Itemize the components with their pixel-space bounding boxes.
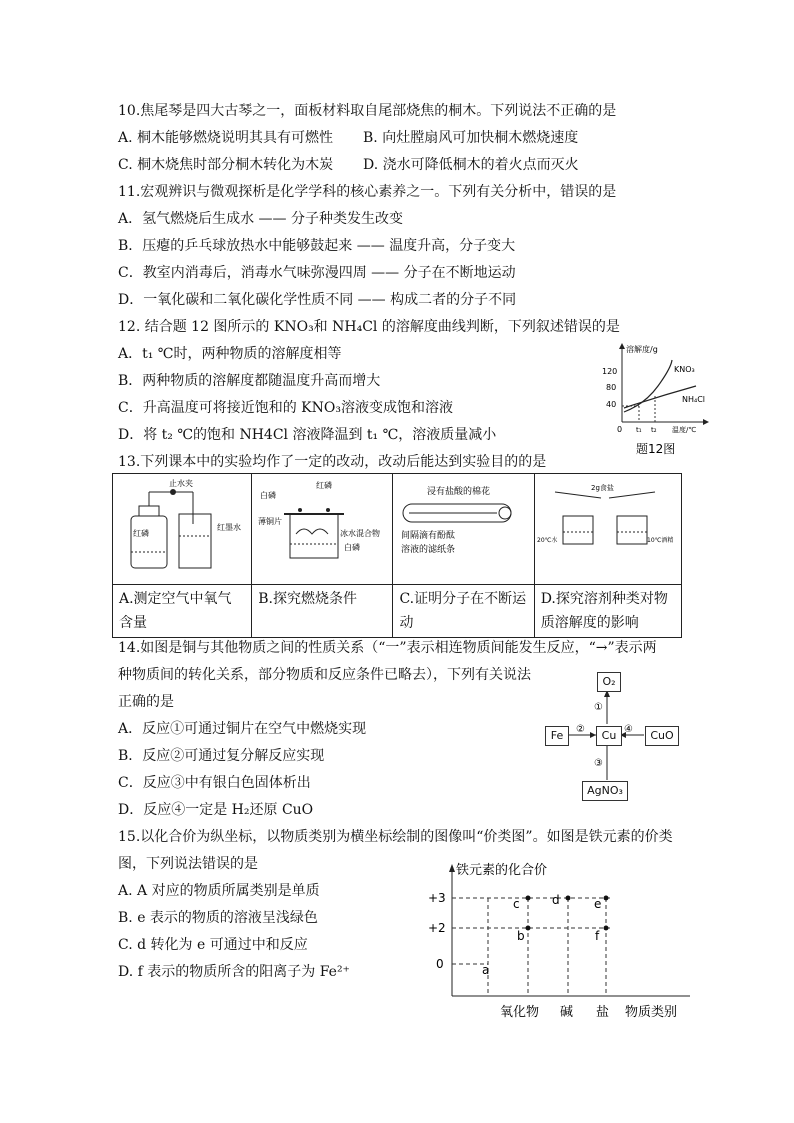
reaction-4-label: ④ [624,724,633,735]
label-10c-alcohol: 10℃酒精 [646,537,674,544]
xtick-t1: t₁ [636,426,642,434]
q15-option-c[interactable]: C. d 转化为 e 可通过中和反应 [118,937,308,953]
y-axis-label: 溶解度/g [626,345,658,354]
q14-stem-1: 14.如图是铜与其他物质之间的性质关系（“一”表示相连物质间能发生反应，“→”表示两 [118,640,657,656]
q12-option-a[interactable]: A．t₁ ℃时，两种物质的溶解度相等 [118,346,342,362]
exp-d-caption[interactable]: D.探究溶剂种类对物质溶解度的影响 [534,585,681,638]
ytick-80: 80 [606,383,617,392]
curve-kno3 [624,360,672,412]
chart-y-arrow [449,864,455,872]
x-axis-arrow [703,419,709,425]
point-b [526,926,531,931]
xtick-t2: t₂ [651,426,657,434]
q14-option-a[interactable]: A．反应①可通过铜片在空气中燃烧实现 [118,721,367,737]
label-white-p-top: 白磷 [260,491,277,500]
q10-option-c[interactable]: C. 桐木烧焦时部分桐木转化为木炭 [118,157,334,173]
exp-b-figure [252,474,393,585]
exp-c-caption[interactable]: C.证明分子在不断运动 [393,585,534,638]
reaction-1-label: ① [594,702,603,713]
label-b: b [517,929,525,943]
chart-y-label: 铁元素的化合价 [456,863,548,878]
q12-option-b[interactable]: B．两种物质的溶解度都随温度升高而增大 [118,373,381,389]
xtick-category: 物质类别 [625,1005,678,1020]
q11-option-a[interactable]: A．氢气燃烧后生成水 —— 分子种类发生改变 [118,211,404,227]
label-phenolphthalein: 间隔滴有酚酞 [401,531,456,541]
q14-stem-3: 正确的是 [118,694,174,710]
q11-option-c[interactable]: C．教室内消毒后，消毒水气味弥漫四周 —— 分子在不断地运动 [118,265,516,281]
q15-option-d[interactable]: D. f 表示的物质所含的阳离子为 Fe²⁺ [118,964,350,980]
oxygen-apparatus-drawing [113,474,251,580]
exp-a-figure [113,474,252,585]
point-c [526,896,531,901]
ytick-plus3: +3 [428,891,446,905]
reaction-2-label: ② [576,724,585,735]
label-filter-paper: 溶液的滤纸条 [401,545,456,555]
solvent-apparatus-drawing [535,474,681,580]
exp-b-caption[interactable]: B.探究燃烧条件 [252,585,393,638]
point-d [566,896,571,901]
q10-option-a[interactable]: A. 桐木能够燃烧说明其具有可燃性 [118,130,334,146]
label-f: f [595,929,600,943]
node-cuo: CuO [645,726,679,746]
figure-caption: 题12图 [636,442,676,456]
xtick-salt: 盐 [596,1005,610,1020]
q11-stem: 11.宏观辨识与微观探析是化学学科的核心素养之一。下列有关分析中，错误的是 [118,184,617,200]
node-fe: Fe [545,726,569,746]
q12-option-d[interactable]: D．将 t₂ ℃的饱和 NH4Cl 溶液降温到 t₁ ℃，溶液质量减小 [118,427,497,443]
label-copper-sheet: 薄铜片 [258,517,283,526]
y-axis-arrow [619,343,625,349]
node-cu: Cu [596,726,622,746]
q10-stem: 10.焦尾琴是四大古琴之一，面板材料取自尾部烧焦的桐木。下列说法不正确的是 [118,103,617,119]
q13-stem: 13.下列课本中的实验均作了一定的改动，改动后能达到实验目的的是 [118,454,547,470]
label-20c-water: 20℃水 [536,537,558,544]
xtick-base: 碱 [560,1005,574,1020]
node-o2: O₂ [597,672,621,692]
q10-option-d[interactable]: D. 浇水可降低桐木的着火点而灭火 [363,157,579,173]
q15-stem-2: 图，下列说法错误的是 [118,856,258,872]
label-hcl-cotton: 浸有盐酸的棉花 [427,487,491,497]
node-agno3: AgNO₃ [582,781,628,801]
label-e: e [594,897,602,911]
q14-stem-2: 种物质间的转化关系，部分物质和反应条件已略去），下列有关说法 [118,667,531,683]
q10-option-b[interactable]: B. 向灶膛扇风可加快桐木燃烧速度 [363,130,579,146]
label-red-phosphorus: 红磷 [133,529,149,538]
label-red-ink: 红墨水 [217,523,241,532]
curve-nh4cl-label: NH₄Cl [682,395,706,404]
q14-option-b[interactable]: B．反应②可通过复分解反应实现 [118,748,325,764]
label-ice-water: 冰水混合物 [340,529,381,538]
q12-stem: 12. 结合题 12 图所示的 KNO₃和 NH₄Cl 的溶解度曲线判断，下列叙述错误的是 [118,319,620,335]
point-e [604,896,609,901]
solubility-curve-figure [600,338,712,458]
combustion-apparatus-drawing [252,474,392,580]
q13-experiment-table [112,473,682,638]
label-a: a [482,963,490,977]
ytick-40: 40 [606,400,617,409]
valence-class-chart [420,856,700,1024]
q11-option-b[interactable]: B．压瘪的乒乓球放热水中能够鼓起来 —— 温度升高，分子变大 [118,238,516,254]
q11-option-d[interactable]: D．一氧化碳和二氧化碳化学性质不同 —— 构成二者的分子不同 [118,292,517,308]
q15-option-a[interactable]: A. A 对应的物质所属类别是单质 [118,883,320,899]
label-c: c [513,897,520,911]
curve-kno3-label: KNO₃ [674,365,695,374]
point-f [604,926,609,931]
origin-label: 0 [617,425,623,434]
q12-option-c[interactable]: C．升高温度可将接近饱和的 KNO₃溶液变成饱和溶液 [118,400,453,416]
label-salt: 2g食盐 [590,484,614,492]
x-axis-label: 温度/℃ [672,426,697,434]
exp-c-figure [393,474,534,585]
label-white-p-bottom: 白磷 [344,543,361,552]
label-d: d [552,893,560,907]
ytick-plus2: +2 [428,921,446,935]
q15-stem-1: 15.以化合价为纵坐标，以物质类别为横坐标绘制的图像叫“价类图”。如图是铁元素的价类 [118,829,673,845]
label-red-p: 红磷 [316,481,333,490]
ytick-zero: 0 [436,957,444,971]
q14-option-d[interactable]: D．反应④一定是 H₂还原 CuO [118,802,314,818]
exp-a-caption[interactable]: A.测定空气中氧气含量 [113,585,252,638]
diffusion-apparatus-drawing [393,474,533,580]
ytick-120: 120 [602,367,618,376]
q15-option-b[interactable]: B. e 表示的物质的溶液呈浅绿色 [118,910,318,926]
label-clamp: 止水夹 [169,479,193,488]
q14-option-c[interactable]: C．反应③中有银白色固体析出 [118,775,311,791]
exp-d-figure [534,474,681,585]
xtick-oxide: 氧化物 [500,1005,540,1020]
reaction-3-label: ③ [594,758,603,769]
